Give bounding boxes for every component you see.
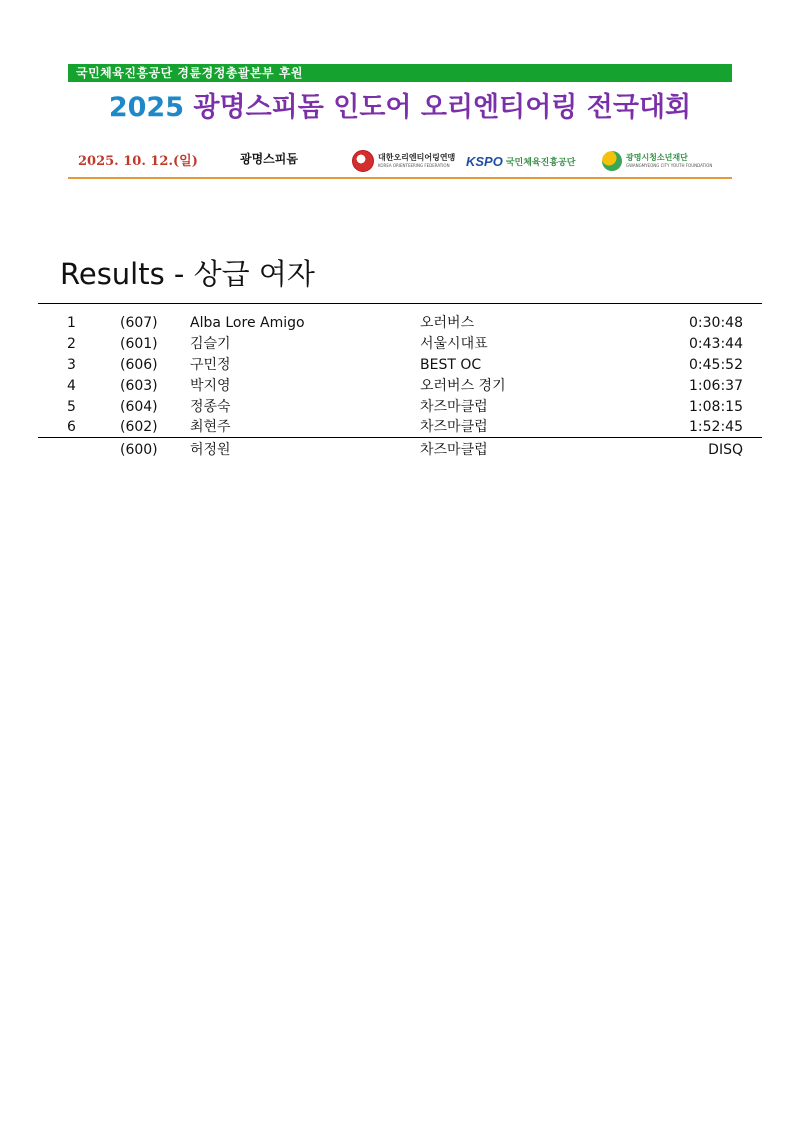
time-cell: 1:08:15 [689,399,743,415]
name-cell: 김슬기 [190,336,231,352]
header-underline [68,177,732,179]
results-title: Results - 상급 여자 [60,257,315,291]
event-date: 2025. 10. 12.(일) [78,154,198,169]
club-cell: 차즈마클럽 [420,419,488,435]
korea-orienteering-federation-logo [352,146,455,176]
bib-cell: (606) [120,357,158,373]
club-cell: 오러버스 경기 [420,378,506,394]
name-cell: Alba Lore Amigo [190,315,305,331]
rank-cell: 2 [67,336,76,352]
results-ranked-divider [38,437,762,438]
time-cell: DISQ [708,442,743,458]
event-title [68,88,732,128]
name-cell: 정종숙 [190,399,231,415]
sponsor-bar-text: 국민체육진흥공단 경륜경정총괄본부 후원 [76,66,304,80]
club-cell: BEST OC [420,357,482,373]
event-title-year: 2025 [108,92,185,123]
time-cell: 0:45:52 [689,357,743,373]
bib-cell: (601) [120,336,158,352]
rank-cell: 6 [67,419,76,435]
logo-name: 광명시청소년재단 [626,153,688,162]
korea-orienteering-federation-logo-icon [352,150,374,172]
logo-name: 국민체육진흥공단 [505,157,576,168]
name-cell: 구민정 [190,357,231,373]
time-cell: 0:43:44 [689,336,743,352]
kspo-logo [466,146,575,176]
result-row [38,313,762,333]
club-cell: 오러버스 [420,315,475,331]
event-title-brand: 광명스피돔 [193,92,324,123]
time-cell: 0:30:48 [689,315,743,331]
result-row [38,397,762,417]
result-row [38,417,762,437]
results-top-divider [38,303,762,304]
kspo-logo-icon: KSPO [466,153,503,169]
result-row [38,334,762,354]
club-cell: 차즈마클럽 [420,399,488,415]
club-cell: 서울시대표 [420,336,488,352]
bib-cell: (604) [120,399,158,415]
bib-cell: (602) [120,419,158,435]
gwangmyeong-youth-foundation-logo [602,146,712,176]
club-cell: 차즈마클럽 [420,442,488,458]
bib-cell: (603) [120,378,158,394]
logo-name: 대한오리엔티어링연맹 [378,153,456,162]
rank-cell: 5 [67,399,76,415]
event-title-rest: 인도어 오리엔티어링 전국대회 [333,92,692,123]
gwangmyeong-youth-foundation-logo-icon [602,151,622,171]
rank-cell: 4 [67,378,76,394]
event-venue: 광명스피돔 [240,152,298,166]
rank-cell: 3 [67,357,76,373]
result-row [38,355,762,375]
result-row [38,376,762,396]
bib-cell: (607) [120,315,158,331]
result-row-unranked [38,440,762,460]
time-cell: 1:06:37 [689,378,743,394]
bib-cell: (600) [120,442,158,458]
event-info-row [68,142,732,178]
time-cell: 1:52:45 [689,419,743,435]
sponsor-bar [68,64,732,82]
rank-cell: 1 [67,315,76,331]
logo-subtitle: KOREA ORIENTEERING FEDERATION [378,163,450,168]
name-cell: 최현주 [190,419,231,435]
logo-subtitle: GWANGMYEONG CITY YOUTH FOUNDATION [626,163,713,168]
name-cell: 허정원 [190,442,231,458]
name-cell: 박지영 [190,378,231,394]
